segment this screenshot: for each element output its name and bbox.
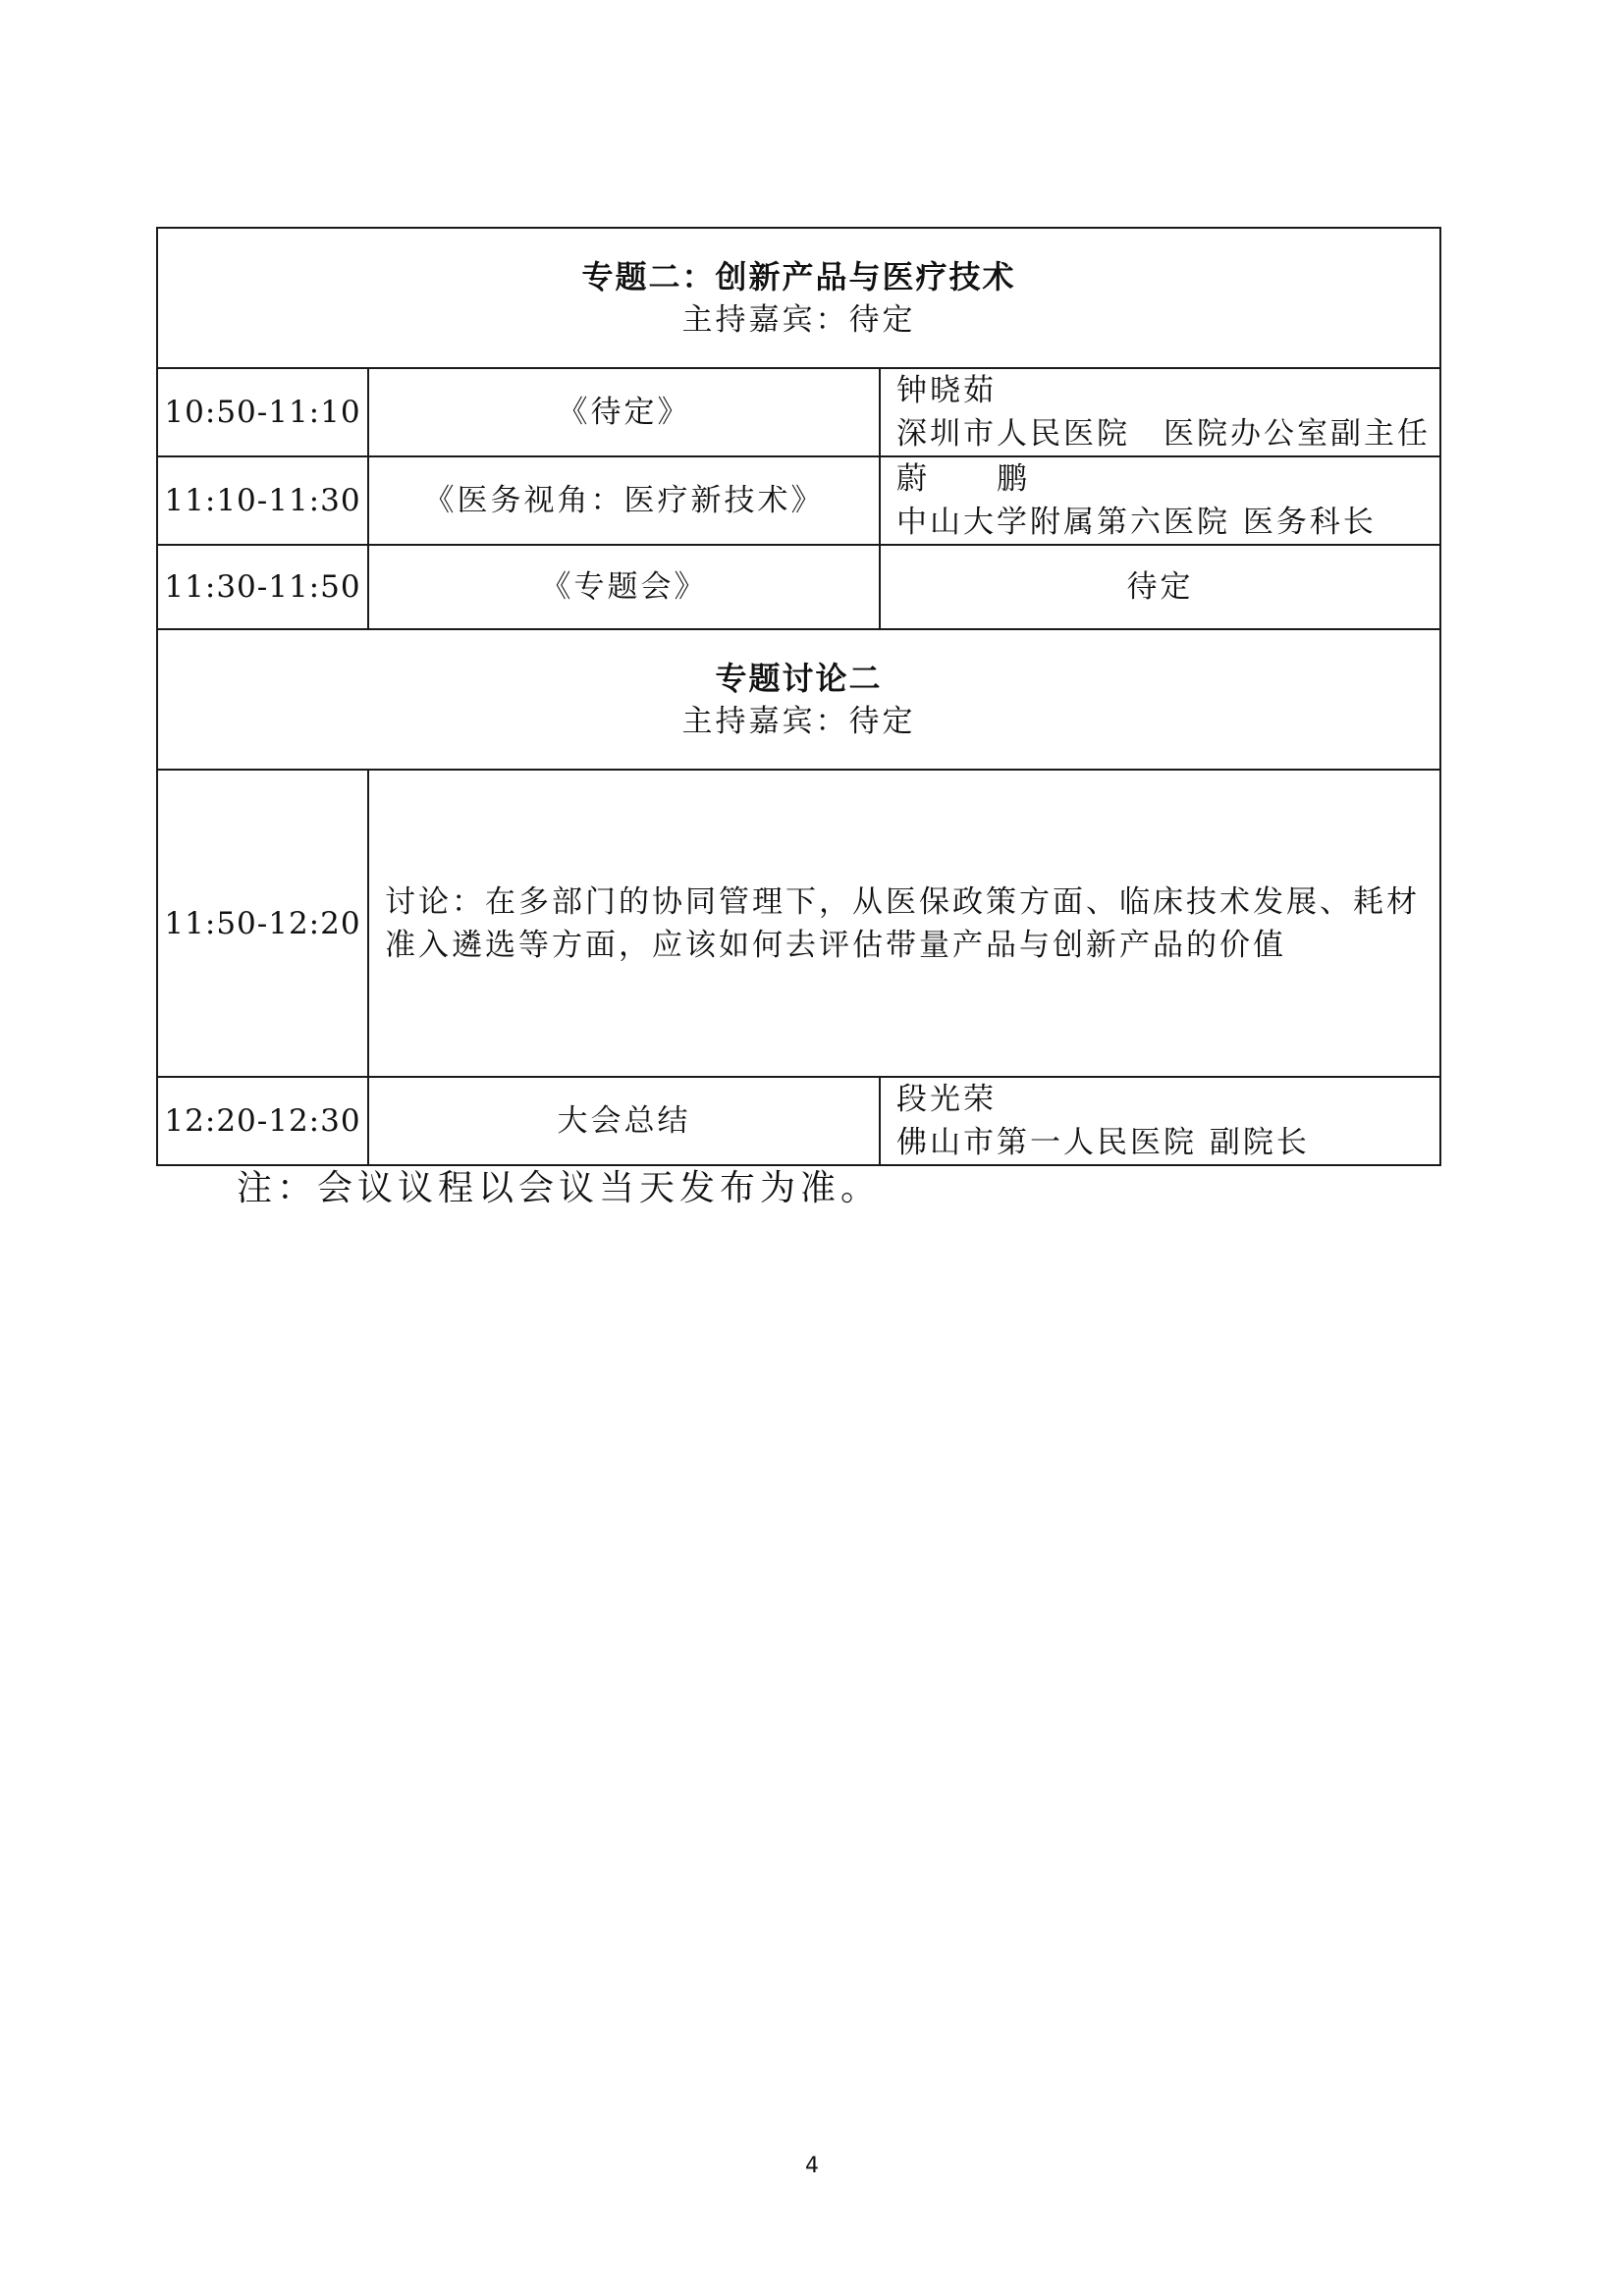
speaker-org: 深圳市人民医院 医院办公室副主任 xyxy=(896,416,1431,452)
speaker-org: 佛山市第一人民医院 副院长 xyxy=(896,1125,1310,1160)
table-row xyxy=(157,545,1440,629)
speaker-cell xyxy=(880,368,1440,456)
topic-cell: 大会总结 xyxy=(368,1077,880,1165)
table-row xyxy=(157,770,1440,1077)
time-cell: 10:50-11:10 xyxy=(157,368,368,456)
section-header-cell xyxy=(157,228,1440,368)
speaker-name: 蔚 鹏 xyxy=(896,461,1030,497)
discussion-title: 专题讨论二 xyxy=(715,659,883,697)
discussion-header-row xyxy=(157,629,1440,770)
table-row xyxy=(157,456,1440,545)
table-row xyxy=(157,1077,1440,1165)
topic-cell: 《待定》 xyxy=(368,368,880,456)
speaker-cell xyxy=(880,1077,1440,1165)
speaker-name: 段光荣 xyxy=(896,1082,997,1117)
table-row xyxy=(157,368,1440,456)
discussion-text: 讨论：在多部门的协同管理下，从医保政策方面、临床技术发展、耗材准入遴选等方面，应该如何去评估带量产品与创新产品的价值 xyxy=(368,770,1440,1077)
time-cell: 11:50-12:20 xyxy=(157,770,368,1077)
topic-cell: 《专题会》 xyxy=(368,545,880,629)
agenda-table xyxy=(156,227,1441,1166)
discussion-host: 主持嘉宾：待定 xyxy=(681,703,916,739)
section-host: 主持嘉宾：待定 xyxy=(681,301,916,338)
page-number: 4 xyxy=(805,2154,819,2178)
section-title: 专题二：创新产品与医疗技术 xyxy=(581,257,1016,295)
speaker-cell: 待定 xyxy=(880,545,1440,629)
topic-cell: 《医务视角：医疗新技术》 xyxy=(368,456,880,545)
section-header-row xyxy=(157,228,1440,368)
time-cell: 11:30-11:50 xyxy=(157,545,368,629)
speaker-org: 中山大学附属第六医院 医务科长 xyxy=(896,505,1377,540)
time-cell: 12:20-12:30 xyxy=(157,1077,368,1165)
speaker-name: 钟晓茹 xyxy=(896,373,997,408)
time-cell: 11:10-11:30 xyxy=(157,456,368,545)
discussion-header-cell xyxy=(157,629,1440,770)
speaker-cell xyxy=(880,456,1440,545)
agenda-note: 注：会议议程以会议当天发布为准。 xyxy=(237,1168,882,1208)
